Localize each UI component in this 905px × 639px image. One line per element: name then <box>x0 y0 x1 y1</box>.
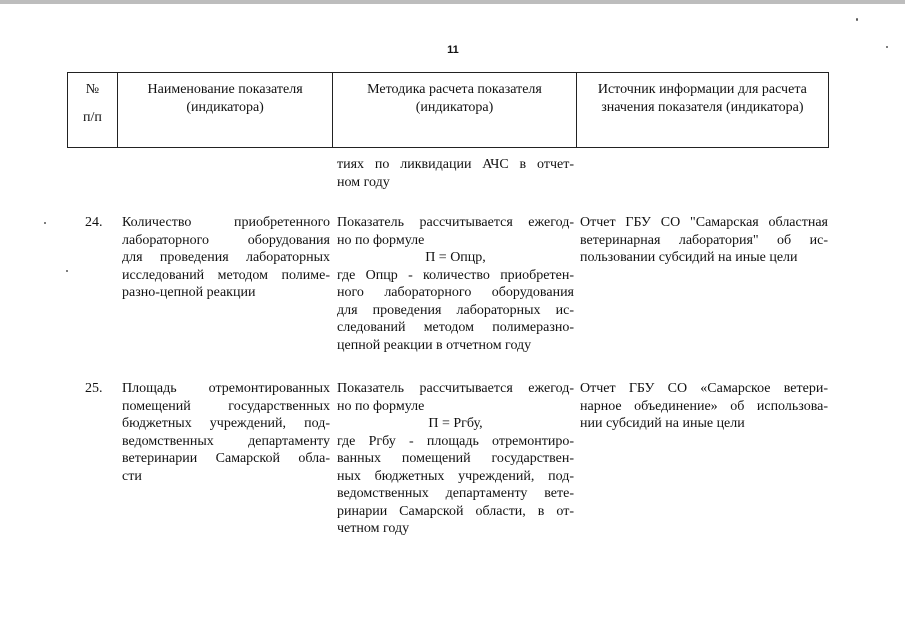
scan-speck <box>66 270 68 272</box>
row-source-cell <box>580 380 828 433</box>
header-name-cell <box>118 73 333 147</box>
text-line: ванных помещений государствен- <box>337 451 574 466</box>
text-line: Отчет ГБУ СО «Самарское ветери- <box>580 381 828 396</box>
text-line: пользовании субсидий на иные цели <box>580 250 798 265</box>
row-number: 24. <box>85 215 103 230</box>
text-line: ветеринарная лаборатория" об ис- <box>580 232 828 248</box>
text-line: четном году <box>337 521 410 536</box>
text-line: разно-цепной реакции <box>122 285 256 300</box>
continuation-text <box>337 156 574 191</box>
row-name-cell <box>122 380 330 485</box>
formula-line: П = Опцр, <box>425 250 486 265</box>
formula-line: П = Ргбу, <box>428 416 483 431</box>
row-method-cell <box>337 380 574 538</box>
text-line: ных бюджетных учреждений, под- <box>337 468 574 484</box>
header-source-line: Источник информации для расчета <box>597 82 807 97</box>
text-line: но по формуле <box>337 232 425 248</box>
text-line: где Ргбу - площадь отремонтиро- <box>337 433 574 449</box>
text-line: тиях по ликвидации АЧС в отчет- <box>337 157 574 172</box>
text-line: где Опцр - количество приобретен- <box>337 267 574 283</box>
table-header <box>67 72 829 148</box>
header-method-cell <box>333 73 576 147</box>
text-line: ного лабораторного оборудования <box>337 285 574 300</box>
text-line: исследований методом полиме- <box>122 267 330 283</box>
text-line: ринарии Самарской области, в от- <box>337 503 574 519</box>
row-method-cell <box>337 214 574 354</box>
scan-edge <box>0 0 905 4</box>
text-line: Показатель рассчитывается ежегод- <box>337 215 574 230</box>
header-number-cell <box>68 73 118 147</box>
text-line: для проведения лабораторных ис- <box>337 302 574 318</box>
scan-speck <box>44 222 46 224</box>
text-line: Количество приобретенного <box>122 215 330 230</box>
header-number-sub: п/п <box>83 110 102 125</box>
text-line: ном году <box>337 174 390 190</box>
text-line: ведомственных департаменту <box>122 433 330 449</box>
header-source-cell <box>577 73 828 147</box>
text-line: Показатель рассчитывается ежегод- <box>337 381 574 396</box>
header-number-sign: № <box>85 82 100 97</box>
header-name-line: (индикатора) <box>186 100 264 115</box>
text-line: но по формуле <box>337 398 425 414</box>
header-method-line: Методика расчета показателя <box>367 82 542 97</box>
text-line: нарное объединение» об использова- <box>580 398 828 414</box>
row-source-cell <box>580 214 828 267</box>
scan-speck <box>886 46 888 48</box>
header-method-line: (индикатора) <box>415 100 494 115</box>
header-source-line: значения показателя (индикатора) <box>601 100 804 115</box>
text-line: ведомственных департаменту вете- <box>337 486 574 501</box>
text-line: для проведения лабораторных <box>122 250 330 265</box>
text-line: помещений государственных <box>122 398 330 414</box>
text-line: Отчет ГБУ СО "Самарская областная <box>580 215 828 230</box>
text-line: ветеринарии Самарской обла- <box>122 451 330 466</box>
scan-speck <box>856 18 858 21</box>
text-line: бюджетных учреждений, под- <box>122 416 330 431</box>
text-line: следований методом полимеразно- <box>337 320 574 335</box>
text-line: цепной реакции в отчетном году <box>337 337 532 353</box>
header-name-line: Наименование показателя <box>147 82 303 97</box>
text-line: сти <box>122 468 142 484</box>
text-line: Площадь отремонтированных <box>122 381 330 396</box>
text-line: лабораторного оборудования <box>122 232 330 248</box>
page-number: 11 <box>447 44 459 56</box>
row-number: 25. <box>85 381 103 396</box>
row-name-cell <box>122 214 330 302</box>
text-line: нии субсидий на иные цели <box>580 416 745 431</box>
